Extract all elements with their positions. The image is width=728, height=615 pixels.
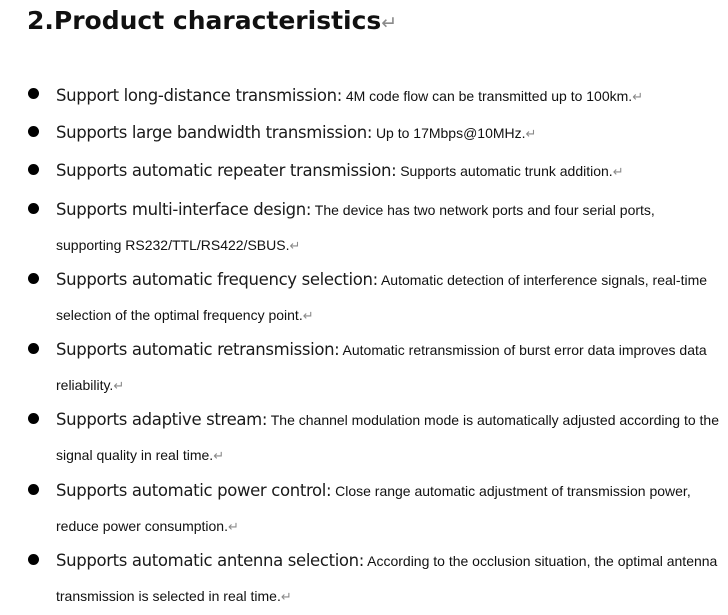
bullet-icon xyxy=(28,88,39,99)
bullet-icon xyxy=(28,164,39,175)
bullet-icon xyxy=(28,126,39,137)
feature-lead: Supports automatic frequency selection: xyxy=(56,270,378,289)
section-heading-text: 2.Product characteristics xyxy=(27,6,382,35)
feature-lead: Supports automatic power control: xyxy=(56,481,332,500)
feature-text xyxy=(56,153,722,190)
feature-body: 4M code flow can be transmitted up to 100km. xyxy=(345,88,633,104)
return-mark-icon: ↵ xyxy=(612,165,624,180)
feature-lead: Supports automatic repeater transmission: xyxy=(56,161,397,180)
bullet-icon xyxy=(28,554,39,565)
feature-lead: Supports multi-interface design: xyxy=(56,200,312,219)
return-mark-icon: ↵ xyxy=(289,239,301,254)
feature-text xyxy=(56,543,722,615)
return-mark-icon: ↵ xyxy=(280,590,292,605)
feature-body: Up to 17Mbps@10MHz. xyxy=(375,125,526,141)
bullet-icon xyxy=(28,203,39,214)
bullet-icon xyxy=(28,343,39,354)
feature-body: Close range automatic adjustment of transmission power, reduce power consumption. xyxy=(56,483,691,534)
feature-lead: Supports large bandwidth transmission: xyxy=(56,123,373,142)
feature-body: Automatic detection of interference signals, real-time selection of the optimal frequency point. xyxy=(56,272,708,323)
feature-body: Supports automatic trunk addition. xyxy=(400,163,613,179)
return-mark-icon: ↵ xyxy=(113,379,125,394)
return-mark-icon: ↵ xyxy=(381,12,398,34)
feature-text xyxy=(56,115,722,152)
return-mark-icon: ↵ xyxy=(228,520,239,535)
feature-body: The channel modulation mode is automatically adjusted according to the signal quality in real time. xyxy=(56,412,720,463)
feature-text xyxy=(56,473,722,545)
section-heading xyxy=(27,4,397,40)
bullet-icon xyxy=(28,413,39,424)
feature-body: According to the occlusion situation, the optimal antenna transmission is selected in real time. xyxy=(56,553,718,604)
return-mark-icon: ↵ xyxy=(525,127,537,142)
return-mark-icon: ↵ xyxy=(213,449,225,464)
feature-text xyxy=(56,262,722,334)
feature-lead: Supports automatic retransmission: xyxy=(56,340,340,359)
return-mark-icon: ↵ xyxy=(632,90,644,105)
bullet-icon xyxy=(28,273,39,284)
feature-text xyxy=(56,192,722,264)
feature-lead: Support long-distance transmission: xyxy=(56,86,342,105)
feature-body: The device has two network ports and four serial ports, supporting RS232/TTL/RS422/SBUS. xyxy=(56,202,655,253)
feature-lead: Supports automatic antenna selection: xyxy=(56,551,364,570)
feature-lead: Supports adaptive stream: xyxy=(56,410,268,429)
feature-body: Automatic retransmission of burst error data improves data reliability. xyxy=(56,342,707,393)
feature-text xyxy=(56,78,722,115)
feature-text xyxy=(56,402,722,474)
feature-text xyxy=(56,332,722,404)
return-mark-icon: ↵ xyxy=(302,309,314,324)
bullet-icon xyxy=(28,484,39,495)
